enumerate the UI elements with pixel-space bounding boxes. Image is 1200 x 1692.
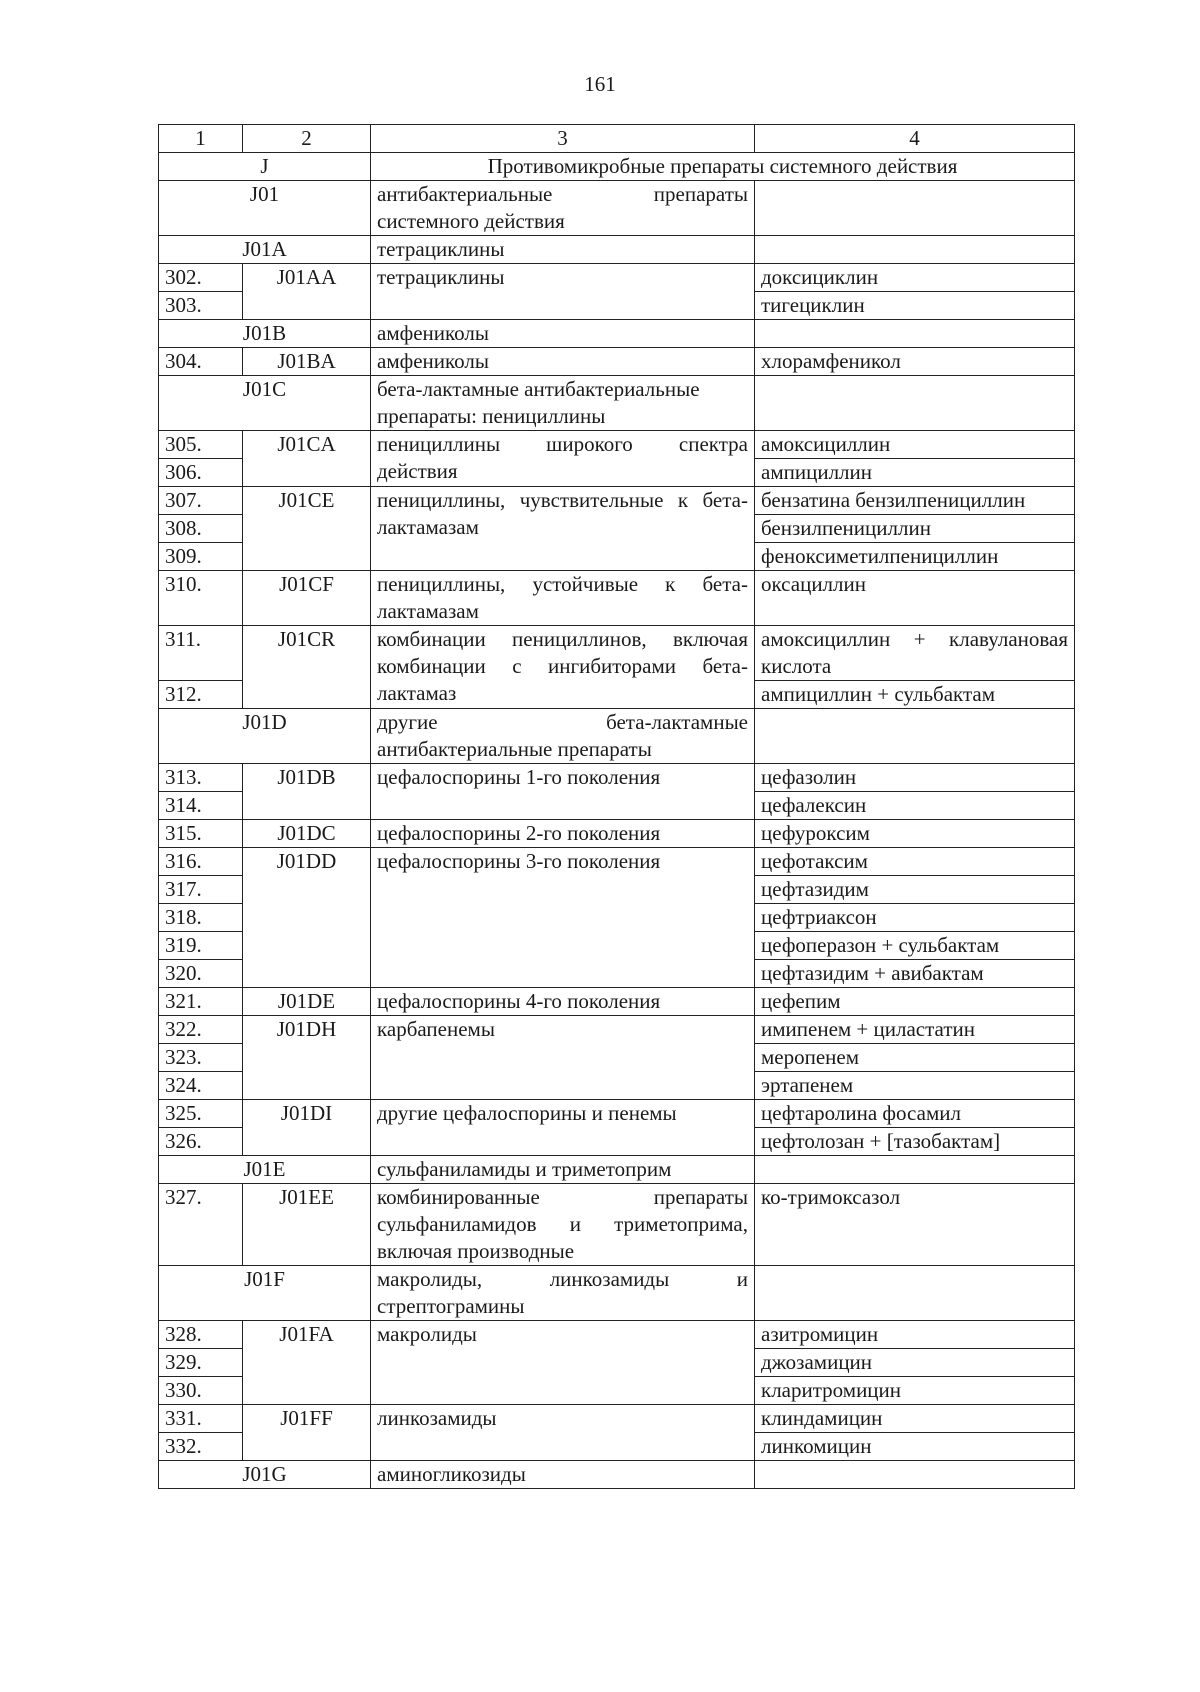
row-number: 325. xyxy=(159,1100,243,1128)
group-description: тетрациклины xyxy=(371,236,755,264)
row-number: 309. xyxy=(159,543,243,571)
item-row xyxy=(159,571,1075,626)
row-number: 318. xyxy=(159,904,243,932)
atc-description: линкозамиды xyxy=(371,1405,755,1461)
atc-code: J01FF xyxy=(243,1405,371,1461)
atc-description: пенициллины широкого спектра действия xyxy=(371,431,755,487)
drug-name: джозамицин xyxy=(755,1349,1075,1377)
group-code: J01F xyxy=(159,1266,371,1321)
drug-name: цефепим xyxy=(755,988,1075,1016)
drug-cell xyxy=(755,320,1075,348)
group-code: J01 xyxy=(159,181,371,236)
drug-name: цефтриаксон xyxy=(755,904,1075,932)
row-number: 329. xyxy=(159,1349,243,1377)
item-row xyxy=(159,764,1075,792)
drug-name: цефтазидим xyxy=(755,876,1075,904)
item-row xyxy=(159,820,1075,848)
atc-description: карбапенемы xyxy=(371,1016,755,1100)
row-number: 314. xyxy=(159,792,243,820)
drug-name: цефалексин xyxy=(755,792,1075,820)
atc-code: J01DB xyxy=(243,764,371,820)
row-number: 306. xyxy=(159,459,243,487)
group-code: J01D xyxy=(159,709,371,764)
drug-cell xyxy=(755,1266,1075,1321)
drug-name: клиндамицин xyxy=(755,1405,1075,1433)
group-code: J01C xyxy=(159,376,371,431)
atc-code: J01CE xyxy=(243,487,371,571)
item-row xyxy=(159,988,1075,1016)
drug-name: цефтазидим + авибактам xyxy=(755,960,1075,988)
page-number: 161 xyxy=(584,72,616,96)
atc-description: амфениколы xyxy=(371,348,755,376)
atc-code: J01CF xyxy=(243,571,371,626)
column-number: 2 xyxy=(243,125,371,153)
drug-name: меропенем xyxy=(755,1044,1075,1072)
row-number: 313. xyxy=(159,764,243,792)
drug-name: азитромицин xyxy=(755,1321,1075,1349)
row-number: 305. xyxy=(159,431,243,459)
group-row xyxy=(159,1266,1075,1321)
atc-description: пенициллины, чувствительные к бета-лактамазам xyxy=(371,487,755,571)
row-number: 328. xyxy=(159,1321,243,1349)
group-row xyxy=(159,236,1075,264)
row-number: 332. xyxy=(159,1433,243,1461)
row-number: 312. xyxy=(159,681,243,709)
atc-description: пенициллины, устойчивые к бета-лактамазам xyxy=(371,571,755,626)
item-row xyxy=(159,1184,1075,1266)
atc-description: цефалоспорины 2-го поколения xyxy=(371,820,755,848)
item-row xyxy=(159,626,1075,681)
atc-code: J01DH xyxy=(243,1016,371,1100)
drug-name: линкомицин xyxy=(755,1433,1075,1461)
drug-name: амоксициллин xyxy=(755,431,1075,459)
column-number: 4 xyxy=(755,125,1075,153)
atc-code: J01DE xyxy=(243,988,371,1016)
group-description: антибактериальные препараты системного действия xyxy=(371,181,755,236)
atc-code: J01AA xyxy=(243,264,371,320)
drug-name: оксациллин xyxy=(755,571,1075,626)
atc-code: J01FA xyxy=(243,1321,371,1405)
row-number: 315. xyxy=(159,820,243,848)
drug-table xyxy=(158,124,1075,1489)
drug-name: доксициклин xyxy=(755,264,1075,292)
row-number: 326. xyxy=(159,1128,243,1156)
row-number: 316. xyxy=(159,848,243,876)
group-row xyxy=(159,181,1075,236)
group-description: амфениколы xyxy=(371,320,755,348)
row-number: 331. xyxy=(159,1405,243,1433)
drug-name: феноксиметилпенициллин xyxy=(755,543,1075,571)
section-row xyxy=(159,153,1075,181)
group-code: J01G xyxy=(159,1461,371,1489)
drug-cell xyxy=(755,1461,1075,1489)
atc-code: J01EE xyxy=(243,1184,371,1266)
drug-name: эртапенем xyxy=(755,1072,1075,1100)
atc-code: J01BA xyxy=(243,348,371,376)
atc-description: макролиды xyxy=(371,1321,755,1405)
drug-name: амоксициллин + клавулановая кислота xyxy=(755,626,1075,681)
atc-code: J01DI xyxy=(243,1100,371,1156)
atc-description: тетрациклины xyxy=(371,264,755,320)
group-description: сульфаниламиды и триметоприм xyxy=(371,1156,755,1184)
row-number: 302. xyxy=(159,264,243,292)
item-row xyxy=(159,848,1075,876)
drug-cell xyxy=(755,181,1075,236)
group-code: J01A xyxy=(159,236,371,264)
drug-name: кларитромицин xyxy=(755,1377,1075,1405)
drug-name: цефотаксим xyxy=(755,848,1075,876)
drug-name: хлорамфеникол xyxy=(755,348,1075,376)
drug-name: цефуроксим xyxy=(755,820,1075,848)
group-row xyxy=(159,320,1075,348)
row-number: 304. xyxy=(159,348,243,376)
drug-cell xyxy=(755,1156,1075,1184)
drug-name: цефазолин xyxy=(755,764,1075,792)
drug-name: бензатина бензилпенициллин xyxy=(755,487,1075,515)
row-number: 321. xyxy=(159,988,243,1016)
drug-name: тигециклин xyxy=(755,292,1075,320)
group-description: аминогликозиды xyxy=(371,1461,755,1489)
item-row xyxy=(159,1405,1075,1433)
atc-description: комбинированные препараты сульфаниламидов и триметоприма, включая производные xyxy=(371,1184,755,1266)
row-number: 330. xyxy=(159,1377,243,1405)
group-description: бета-лактамные антибактериальные препараты: пенициллины xyxy=(371,376,755,431)
row-number: 317. xyxy=(159,876,243,904)
drug-name: ампициллин + сульбактам xyxy=(755,681,1075,709)
atc-code: J01DD xyxy=(243,848,371,988)
row-number: 323. xyxy=(159,1044,243,1072)
column-number: 3 xyxy=(371,125,755,153)
atc-description: цефалоспорины 3-го поколения xyxy=(371,848,755,988)
group-code: J01E xyxy=(159,1156,371,1184)
drug-name: имипенем + циластатин xyxy=(755,1016,1075,1044)
row-number: 320. xyxy=(159,960,243,988)
drug-cell xyxy=(755,236,1075,264)
atc-description: цефалоспорины 4-го поколения xyxy=(371,988,755,1016)
item-row xyxy=(159,348,1075,376)
item-row xyxy=(159,431,1075,459)
atc-code: J01CR xyxy=(243,626,371,709)
group-row xyxy=(159,1461,1075,1489)
item-row xyxy=(159,1321,1075,1349)
drug-name: цефоперазон + сульбактам xyxy=(755,932,1075,960)
item-row xyxy=(159,1016,1075,1044)
drug-name: цефтаролина фосамил xyxy=(755,1100,1075,1128)
atc-description: другие цефалоспорины и пенемы xyxy=(371,1100,755,1156)
drug-cell xyxy=(755,709,1075,764)
drug-name: бензилпенициллин xyxy=(755,515,1075,543)
row-number: 307. xyxy=(159,487,243,515)
item-row xyxy=(159,487,1075,515)
group-description: макролиды, линкозамиды и стрептограмины xyxy=(371,1266,755,1321)
section-code: J xyxy=(159,153,371,181)
row-number: 324. xyxy=(159,1072,243,1100)
atc-code: J01CA xyxy=(243,431,371,487)
atc-code: J01DC xyxy=(243,820,371,848)
group-row xyxy=(159,376,1075,431)
atc-description: цефалоспорины 1-го поколения xyxy=(371,764,755,820)
drug-name: ко-тримоксазол xyxy=(755,1184,1075,1266)
row-number: 322. xyxy=(159,1016,243,1044)
section-title: Противомикробные препараты системного действия xyxy=(371,153,1075,181)
item-row xyxy=(159,1100,1075,1128)
row-number: 303. xyxy=(159,292,243,320)
item-row xyxy=(159,264,1075,292)
row-number: 308. xyxy=(159,515,243,543)
row-number: 327. xyxy=(159,1184,243,1266)
drug-name: ампициллин xyxy=(755,459,1075,487)
atc-description: комбинации пенициллинов, включая комбинации с ингибиторами бета-лактамаз xyxy=(371,626,755,709)
row-number: 319. xyxy=(159,932,243,960)
group-row xyxy=(159,1156,1075,1184)
group-description: другие бета-лактамные антибактериальные препараты xyxy=(371,709,755,764)
group-code: J01B xyxy=(159,320,371,348)
group-row xyxy=(159,709,1075,764)
drug-cell xyxy=(755,376,1075,431)
drug-name: цефтолозан + [тазобактам] xyxy=(755,1128,1075,1156)
row-number: 310. xyxy=(159,571,243,626)
column-number-row xyxy=(159,125,1075,153)
row-number: 311. xyxy=(159,626,243,681)
column-number: 1 xyxy=(159,125,243,153)
